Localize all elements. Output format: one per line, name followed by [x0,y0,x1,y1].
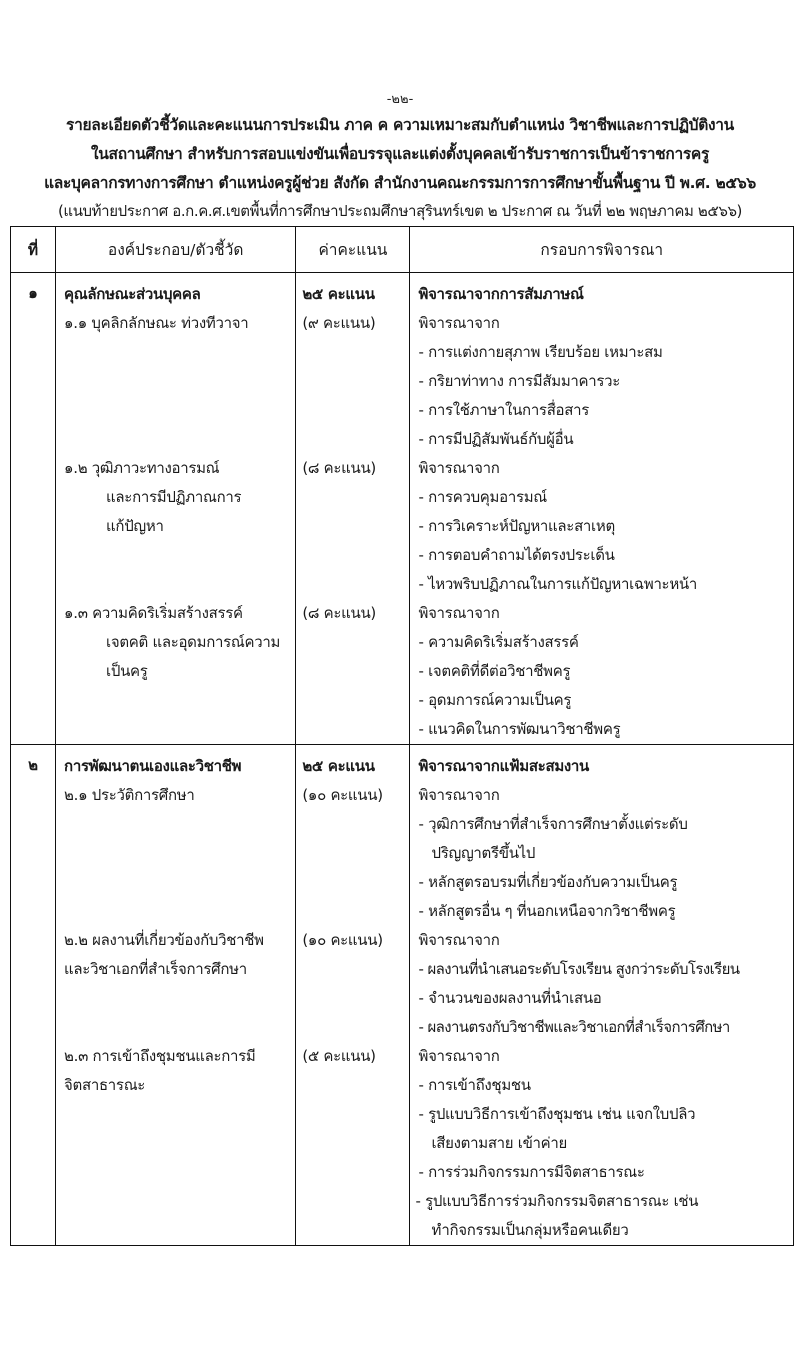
total-score: ๒๕ คะแนน [302,757,375,775]
frame-title: พิจารณาจากการสัมภาษณ์ [418,285,584,303]
table-row [11,273,794,745]
header-score: ค่าคะแนน [296,227,410,273]
table-header-row [11,227,794,273]
criteria-table [10,226,794,1246]
frame-bullet: - อุดมการณ์ความเป็นครู [418,691,572,709]
frame-cell [410,273,794,745]
frame-bullet: - การวิเคราะห์ปัญหาและสาเหตุ [418,517,615,535]
sub-label: ๒.๒ ผลงานที่เกี่ยวข้องกับวิชาชีพ [64,931,264,949]
sub-score: (๑๐ คะแนน) [302,931,383,949]
header-component: องค์ประกอบ/ตัวชี้วัด [56,227,296,273]
frame-bullet: - การร่วมกิจกรรมการมีจิตสาธารณะ [418,1163,645,1181]
frame-intro: พิจารณาจาก [418,931,500,949]
sub-label: ๒.๓ การเข้าถึงชุมชนและการมี [64,1047,256,1065]
frame-title: พิจารณาจากแฟ้มสะสมงาน [418,757,590,775]
sub-label: ๑.๓ ความคิดริเริ่มสร้างสรรค์ [64,604,243,622]
frame-bullet: - หลักสูตรอบรมที่เกี่ยวข้องกับความเป็นครู [418,873,678,891]
component-cell [56,273,296,745]
frame-intro: พิจารณาจาก [418,786,500,804]
component-title: คุณลักษณะส่วนบุคคล [64,285,201,303]
sub-label: ๑.๒ วุฒิภาวะทางอารมณ์ [64,459,220,477]
sub-label: จิตสาธารณะ [64,1076,146,1094]
frame-intro: พิจารณาจาก [418,314,500,332]
frame-bullet: - จำนวนของผลงานที่นำเสนอ [418,989,602,1007]
page-number: -๒๒- [386,92,414,107]
frame-bullet: - การควบคุมอารมณ์ [418,488,547,506]
total-score: ๒๕ คะแนน [302,285,375,303]
frame-bullet: - รูปแบบวิธีการเข้าถึงชุมชน เช่น แจกใบปลิว [418,1105,696,1123]
frame-bullet: - การใช้ภาษาในการสื่อสาร [418,401,589,419]
sub-score: (๘ คะแนน) [302,604,376,622]
component-cell [56,745,296,1246]
frame-bullet: - กริยาท่าทาง การมีสัมมาคารวะ [418,372,621,390]
frame-bullet: - ผลงานตรงกับวิชาชีพและวิชาเอกที่สำเร็จการศึกษา [418,1018,730,1036]
sub-label: และการมีปฏิภาณการ [106,488,242,506]
frame-bullet: - ผลงานที่นำเสนอระดับโรงเรียน สูงกว่าระดับโรงเรียน [418,960,740,978]
frame-bullet: - ไหวพริบปฏิภาณในการแก้ปัญหาเฉพาะหน้า [418,575,697,593]
sub-label: และวิชาเอกที่สำเร็จการศึกษา [64,960,247,978]
frame-bullet: - การแต่งกายสุภาพ เรียบร้อย เหมาะสม [418,343,663,361]
frame-bullet: - การมีปฏิสัมพันธ์กับผู้อื่น [418,430,574,448]
sub-label: เป็นครู [106,662,148,680]
sub-score: (๕ คะแนน) [302,1047,376,1065]
sub-score: (๑๐ คะแนน) [302,786,383,804]
frame-bullet: - หลักสูตรอื่น ๆ ที่นอกเหนือจากวิชาชีพครู [418,902,676,920]
title-line-1: รายละเอียดตัวชี้วัดและคะแนนการประเมิน ภาค ค ความเหมาะสมกับตำแหน่ง วิชาชีพและการปฏิบัติงาน [66,116,734,134]
frame-bullet: - วุฒิการศึกษาที่สำเร็จการศึกษาตั้งแต่ระดับ [418,815,688,833]
sub-label: เจตคติ และอุดมการณ์ความ [106,633,281,651]
row-number-text: ๒ [28,756,38,774]
frame-bullet: - การเข้าถึงชุมชน [418,1076,531,1094]
frame-bullet: - เจตคติที่ดีต่อวิชาชีพครู [418,662,571,680]
header-no: ที่ [11,227,56,273]
frame-intro: พิจารณาจาก [418,459,500,477]
score-cell [296,273,410,745]
document-title [0,111,800,224]
frame-bullet-continuation: เสียงตามสาย เข้าค่าย [431,1134,568,1152]
frame-bullet-continuation: ทำกิจกรรมเป็นกลุ่มหรือคนเดียว [431,1221,629,1239]
frame-cell [410,745,794,1246]
header-frame: กรอบการพิจารณา [410,227,794,273]
frame-bullet-continuation: ปริญญาตรีขึ้นไป [431,844,536,862]
frame-bullet: - ความคิดริเริ่มสร้างสรรค์ [418,633,579,651]
title-line-3: และบุคลากรทางการศึกษา ตำแหน่งครูผู้ช่วย สังกัด สำนักงานคณะกรรมการการศึกษาขั้นพื้นฐาน ปี พ.ศ. ๒๕๖๖ [44,174,756,192]
frame-bullet: - การตอบคำถามได้ตรงประเด็น [418,546,615,564]
frame-bullet: - รูปแบบวิธีการร่วมกิจกรรมจิตสาธารณะ เช่น [415,1192,699,1210]
table-row [11,745,794,1246]
sub-label: ๒.๑ ประวัติการศึกษา [64,786,195,804]
row-number-text: ๑ [28,284,38,302]
row-number [11,273,56,745]
score-cell [296,745,410,1246]
sub-score: (๘ คะแนน) [302,459,376,477]
document-subtitle: (แนบท้ายประกาศ อ.ก.ค.ศ.เขตพื้นที่การศึกษาประถมศึกษาสุรินทร์เขต ๒ ประกาศ ณ วันที่ ๒๒ พฤษภาคม ๒๕๖๖) [57,202,743,220]
sub-label: ๑.๑ บุคลิกลักษณะ ท่วงทีวาจา [64,314,249,332]
sub-label: แก้ปัญหา [106,517,164,535]
component-title: การพัฒนาตนเองและวิชาชีพ [64,757,242,775]
frame-bullet: - แนวคิดในการพัฒนาวิชาชีพครู [418,720,621,738]
row-number [11,745,56,1246]
title-line-2: ในสถานศึกษา สำหรับการสอบแข่งขันเพื่อบรรจุและแต่งตั้งบุคคลเข้ารับราชการเป็นข้าราชการครู [90,145,710,163]
frame-intro: พิจารณาจาก [418,1047,500,1065]
frame-intro: พิจารณาจาก [418,604,500,622]
sub-score: (๙ คะแนน) [302,314,376,332]
